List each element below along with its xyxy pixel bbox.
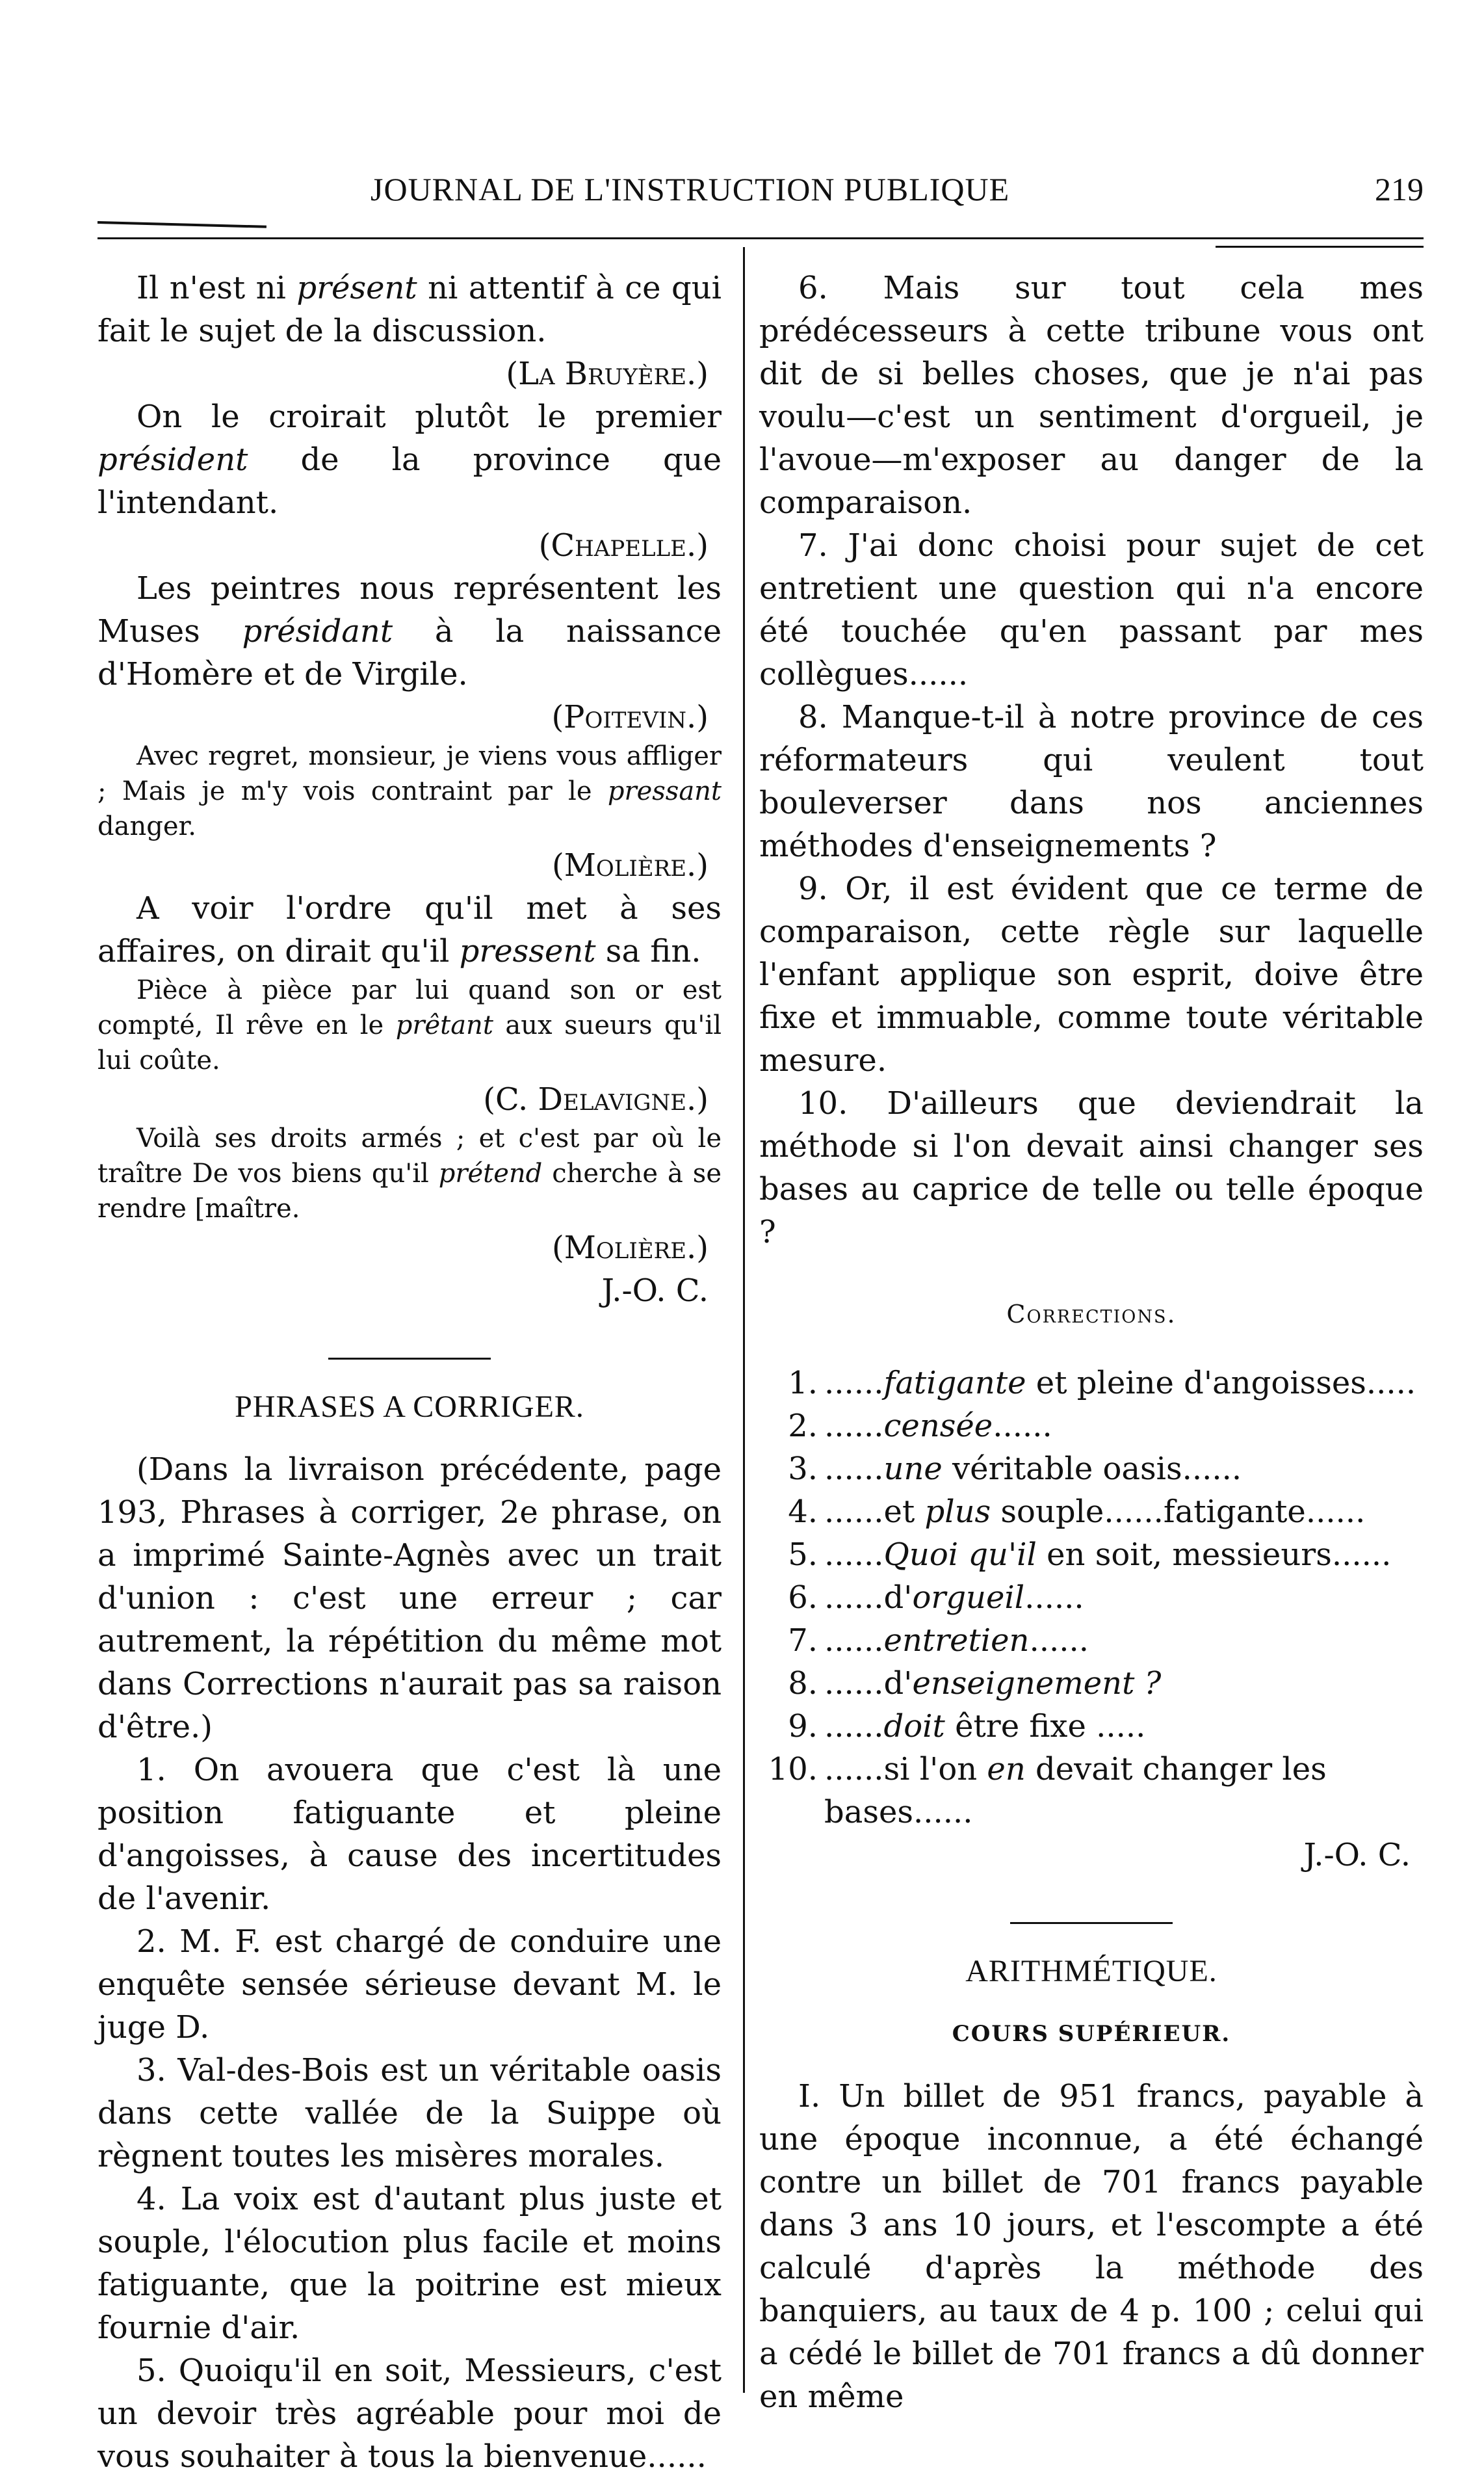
page-number: 219: [1375, 171, 1424, 207]
correction-text: ......d'enseignement ?: [824, 1665, 1162, 1702]
correction-item: [759, 1705, 1424, 1748]
correction-item: [759, 1748, 1424, 1834]
arithmetic-problem: I. Un billet de 951 francs, payable à une époque inconnue, a été échangé contre un billet de 701 francs payable dans 3 ans 10 jours, et l'escompte a été calculé d'après la méthode des banquiers, au taux de 4 p. 100 ; celui qui a cédé le billet de 701 francs a dû donner en même: [759, 2078, 1424, 2415]
phrase-item: 7. J'ai donc choisi pour sujet de cet entretient une question qui n'a encore été touchée qu'en passant par mes collègues......: [759, 527, 1424, 692]
correction-number: 9.: [788, 1708, 818, 1745]
signature: J.-O. C.: [1303, 1837, 1411, 1873]
phrase-item: 4. La voix est d'autant plus juste et souple, l'élocution plus facile et moins fatiguante, que la poitrine est mieux fournie d'air.: [98, 2181, 722, 2346]
correction-number: 7.: [788, 1622, 818, 1659]
corrections-title: Corrections.: [1006, 1300, 1177, 1328]
correction-text: ......si l'on en devait changer les bases......: [824, 1751, 1327, 1830]
right-column: [759, 267, 1424, 2418]
quote-list: [98, 267, 722, 1269]
quote-author: (La Bruyère.): [506, 356, 709, 392]
running-title: JOURNAL DE L'INSTRUCTION PUBLIQUE: [371, 171, 1010, 207]
phrase-item: 6. Mais sur tout cela mes prédécesseurs à cette tribune vous ont dit de si belles choses, que je n'ai pas voulu—c'est un sentiment d'orgueil, je l'avoue—m'exposer au danger de la comparaison.: [759, 270, 1424, 521]
arithmetic-subtitle: COURS SUPÉRIEUR.: [952, 2021, 1231, 2047]
quote-author: (Chapelle.): [538, 527, 709, 564]
correction-text: ......fatigante et pleine d'angoisses.....: [824, 1365, 1416, 1401]
phrase-list-right: [759, 267, 1424, 1254]
correction-item: [759, 1490, 1424, 1533]
quote-author: (Molière.): [552, 847, 709, 884]
correction-number: 5.: [788, 1536, 818, 1573]
correction-number: 6.: [788, 1579, 818, 1616]
correction-item: [759, 1533, 1424, 1576]
quote-text: Pièce à pièce par lui quand son or est compté, Il rêve en le prêtant aux sueurs qu'il lui coûte.: [98, 975, 722, 1075]
phrase-item: 10. D'ailleurs que deviendrait la méthode si l'on devait ainsi changer ses bases au caprice de telle ou telle époque ?: [759, 1085, 1424, 1250]
phrase-list-left: [98, 1748, 722, 2478]
header-rule-right: [1216, 246, 1424, 248]
correction-text: ......et plus souple......fatigante......: [824, 1494, 1366, 1530]
arithmetic-title: ARITHMÉTIQUE.: [965, 1954, 1217, 1988]
correction-number: 2.: [788, 1408, 818, 1444]
quote-text: Il n'est ni présent ni attentif à ce qui fait le sujet de la discussion.: [98, 270, 722, 349]
header-rule: [98, 237, 1424, 239]
correction-number: 1.: [788, 1365, 818, 1401]
phrase-item: 8. Manque-t-il à notre province de ces réformateurs qui veulent tout bouleverser dans nos anciennes méthodes d'enseignements ?: [759, 699, 1424, 864]
correction-item: [759, 1576, 1424, 1619]
correction-text: ......censée......: [824, 1408, 1052, 1444]
correction-text: ......entretien......: [824, 1622, 1089, 1659]
correction-item: [759, 1447, 1424, 1490]
quote-text: A voir l'ordre qu'il met à ses affaires, on dirait qu'il pressent sa fin.: [98, 890, 722, 969]
quote-author: (Poitevin.): [551, 699, 709, 735]
correction-number: 4.: [788, 1494, 818, 1530]
correction-item: [759, 1619, 1424, 1662]
correction-text: ......une véritable oasis......: [824, 1451, 1242, 1487]
correction-item: [759, 1662, 1424, 1705]
section-title: PHRASES A CORRIGER.: [235, 1390, 584, 1424]
quote-author: (C. Delavigne.): [483, 1081, 709, 1118]
phrase-item: 2. M. F. est chargé de conduire une enquête sensée sérieuse devant M. le juge D.: [98, 1923, 722, 2046]
corrections-list: [759, 1362, 1424, 1834]
phrase-item: 9. Or, il est évident que ce terme de comparaison, cette règle sur laquelle l'enfant applique son esprit, doive être fixe et immuable, comme toute véritable mesure.: [759, 871, 1424, 1079]
section-separator: [328, 1358, 491, 1360]
quote-text: Les peintres nous représentent les Muses présidant à la naissance d'Homère et de Virgile.: [98, 570, 722, 692]
correction-text: ......d'orgueil......: [824, 1579, 1084, 1616]
header-rule-left: [98, 221, 267, 228]
correction-text: ......Quoi qu'il en soit, messieurs......: [824, 1536, 1392, 1573]
signature: J.-O. C.: [601, 1272, 709, 1309]
left-column: [98, 267, 722, 2478]
correction-number: 3.: [788, 1451, 818, 1487]
page-header: [98, 170, 1424, 209]
phrase-item: 5. Quoiqu'il en soit, Messieurs, c'est un devoir très agréable pour moi de vous souhaiter à tous la bienvenue......: [98, 2353, 722, 2475]
correction-text: ......doit être fixe .....: [824, 1708, 1146, 1745]
correction-item: [759, 1404, 1424, 1447]
quote-text: Voilà ses droits armés ; et c'est par où le traître De vos biens qu'il prétend cherche à se rendre [maître.: [98, 1124, 722, 1224]
phrase-item: 1. On avouera que c'est là une position fatiguante et pleine d'angoisses, à cause des incertitudes de l'avenir.: [98, 1752, 722, 1917]
correction-number: 8.: [788, 1665, 818, 1702]
quote-text: On le croirait plutôt le premier président de la province que l'intendant.: [98, 399, 722, 521]
quote-author: (Molière.): [552, 1230, 709, 1266]
phrase-item: 3. Val-des-Bois est un véritable oasis dans cette vallée de la Suippe où règnent toutes les misères morales.: [98, 2052, 722, 2174]
correction-item: [759, 1362, 1424, 1404]
quote-text: Avec regret, monsieur, je viens vous affliger ; Mais je m'y vois contraint par le pressant danger.: [98, 741, 722, 841]
erratum-note: (Dans la livraison précédente, page 193, Phrases à corriger, 2e phrase, on a imprimé Sainte-Agnès avec un trait d'union : c'est une erreur ; car autrement, la répétition du même mot dans Corrections n'aurait pas sa raison d'être.): [98, 1451, 722, 1745]
correction-number: 10.: [768, 1751, 818, 1787]
section-separator: [1010, 1922, 1173, 1924]
column-divider: [743, 247, 745, 2393]
